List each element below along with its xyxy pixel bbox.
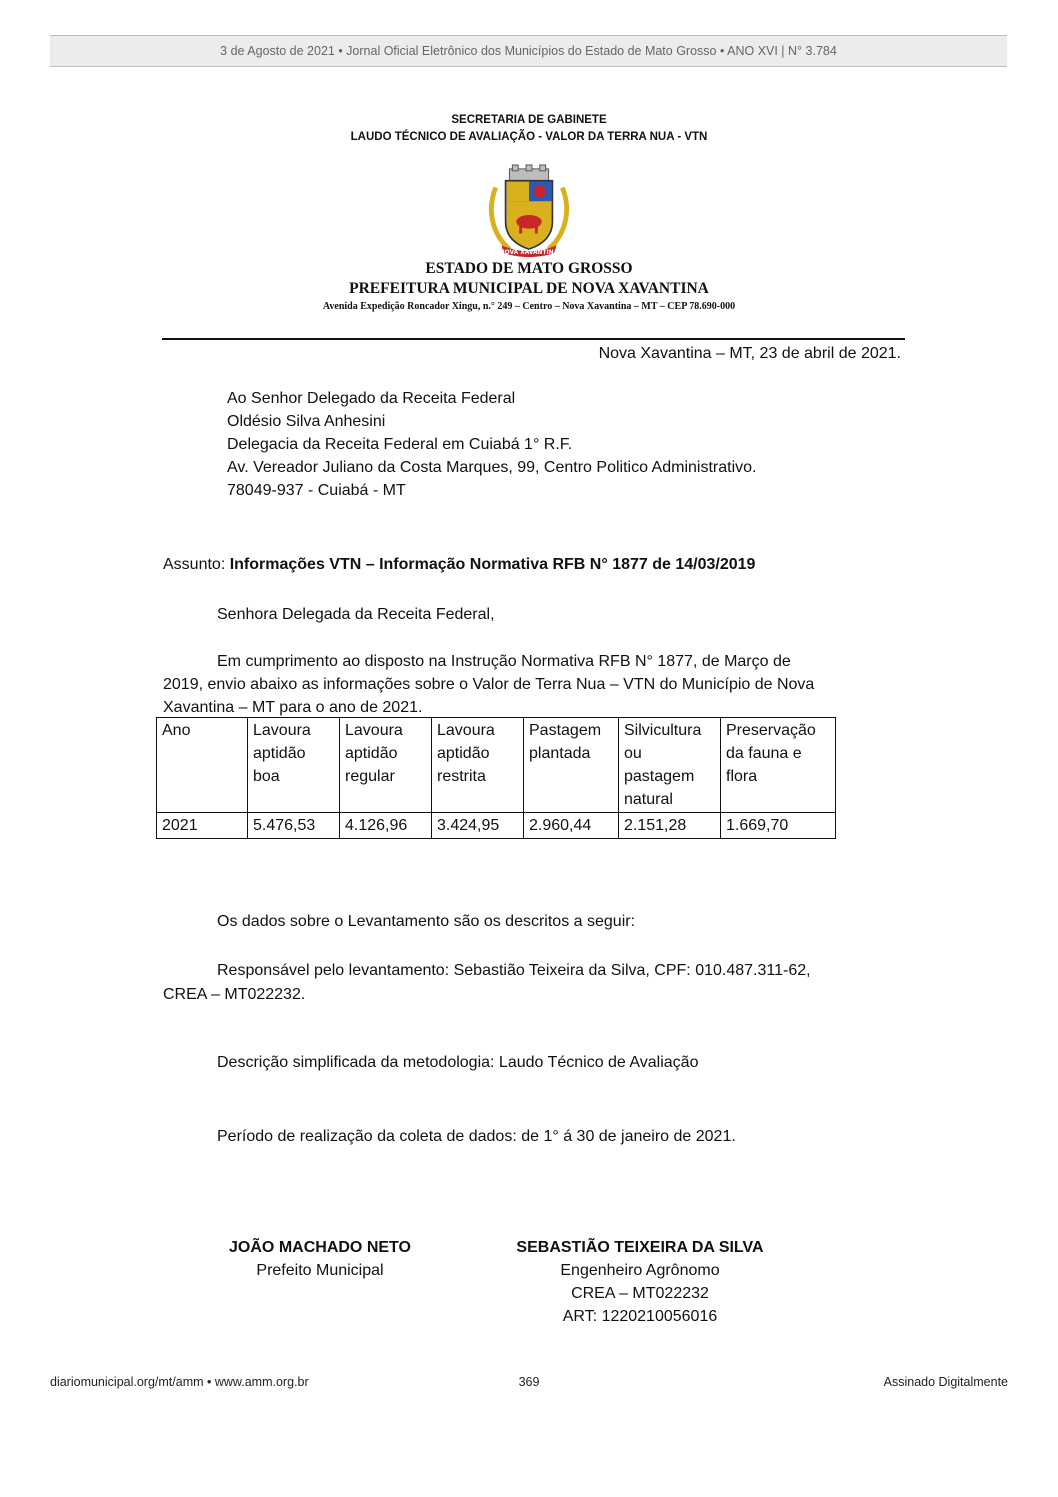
municipal-crest-icon <box>480 163 578 261</box>
subject-label: Assunto: <box>163 556 230 573</box>
recipient-line: Delegacia da Receita Federal em Cuiabá 1° R.F. <box>227 436 573 453</box>
footer-signed-digitally: Assinado Digitalmente <box>883 1375 1008 1389</box>
header-cell: Lavoura aptidão boa <box>248 718 340 813</box>
metodologia-line: Descrição simplificada da metodologia: Laudo Técnico de Avaliação <box>217 1054 699 1071</box>
signature-left <box>160 1236 480 1282</box>
table-cell: 4.126,96 <box>340 813 432 839</box>
secretaria-heading: SECRETARIA DE GABINETE <box>451 114 607 126</box>
table-header-row <box>157 718 836 813</box>
header-cell: Silvicultura ou pastagem natural <box>619 718 721 813</box>
prefeitura-name: PREFEITURA MUNICIPAL DE NOVA XAVANTINA <box>349 280 709 297</box>
subject-line <box>163 553 755 576</box>
recipient-line: Oldésio Silva Anhesini <box>227 413 386 430</box>
header-cell: Lavoura aptidão regular <box>340 718 432 813</box>
table-cell: 5.476,53 <box>248 813 340 839</box>
responsavel-line: CREA – MT022232. <box>163 986 306 1003</box>
signature-right <box>480 1236 800 1328</box>
prefeitura-address: Avenida Expedição Roncador Xingu, n.° 249 – Centro – Nova Xavantina – MT – CEP 78.690-000 <box>322 301 736 312</box>
table-cell: 3.424,95 <box>432 813 524 839</box>
periodo-line: Período de realização da coleta de dados: de 1° á 30 de janeiro de 2021. <box>217 1128 736 1145</box>
signature-name: SEBASTIÃO TEIXEIRA DA SILVA <box>516 1239 764 1256</box>
signature-role: Engenheiro Agrônomo <box>560 1262 720 1279</box>
header-divider <box>162 338 905 340</box>
document-date: Nova Xavantina – MT, 23 de abril de 2021. <box>598 345 901 362</box>
subject-text: Informações VTN – Informação Normativa RFB N° 1877 de 14/03/2019 <box>229 556 756 573</box>
table-cell: 1.669,70 <box>721 813 836 839</box>
responsavel-line: Responsável pelo levantamento: Sebastião Teixeira da Silva, CPF: 010.487.311-62, <box>217 962 811 979</box>
state-name: ESTADO DE MATO GROSSO <box>425 260 633 277</box>
signature-crea: CREA – MT022232 <box>571 1285 709 1302</box>
salutation: Senhora Delegada da Receita Federal, <box>217 606 495 623</box>
table-cell: 2.960,44 <box>524 813 619 839</box>
table-cell: 2.151,28 <box>619 813 721 839</box>
paragraph-line: 2019, envio abaixo as informações sobre o Valor de Terra Nua – VTN do Município de Nova <box>163 676 815 693</box>
table-row <box>157 813 836 839</box>
signature-role: Prefeito Municipal <box>256 1262 384 1279</box>
signature-name: JOÃO MACHADO NETO <box>229 1239 411 1256</box>
header-cell: Lavoura aptidão restrita <box>432 718 524 813</box>
recipient-line: Ao Senhor Delegado da Receita Federal <box>227 390 516 407</box>
levantamento-intro: Os dados sobre o Levantamento são os descritos a seguir: <box>217 913 636 930</box>
crest-ribbon-text: NOVA XAVANTINA <box>499 250 559 257</box>
recipient-line: Av. Vereador Juliano da Costa Marques, 99, Centro Politico Administrativo. <box>227 459 757 476</box>
laudo-heading: LAUDO TÉCNICO DE AVALIAÇÃO - VALOR DA TERRA NUA - VTN <box>350 131 708 143</box>
header-cell: Ano <box>157 718 248 813</box>
paragraph-line: Xavantina – MT para o ano de 2021. <box>163 699 423 716</box>
table-cell: 2021 <box>157 813 248 839</box>
paragraph-line: Em cumprimento ao disposto na Instrução Normativa RFB N° 1877, de Março de <box>217 653 791 670</box>
header-cell: Pastagem plantada <box>524 718 619 813</box>
footer-site-links: diariomunicipal.org/mt/amm • www.amm.org.br <box>50 1375 309 1389</box>
journal-header-bar: 3 de Agosto de 2021 • Jornal Oficial Eletrônico dos Municípios do Estado de Mato Grosso • ANO XVI | N° 3.784 <box>50 35 1007 67</box>
recipient-line: 78049-937 - Cuiabá - MT <box>227 482 406 499</box>
vtn-table <box>156 717 836 839</box>
signature-art: ART: 1220210056016 <box>562 1308 718 1325</box>
recipient-block <box>227 387 756 502</box>
header-cell: Preservação da fauna e flora <box>721 718 836 813</box>
footer-page-number: 369 <box>518 1375 540 1389</box>
